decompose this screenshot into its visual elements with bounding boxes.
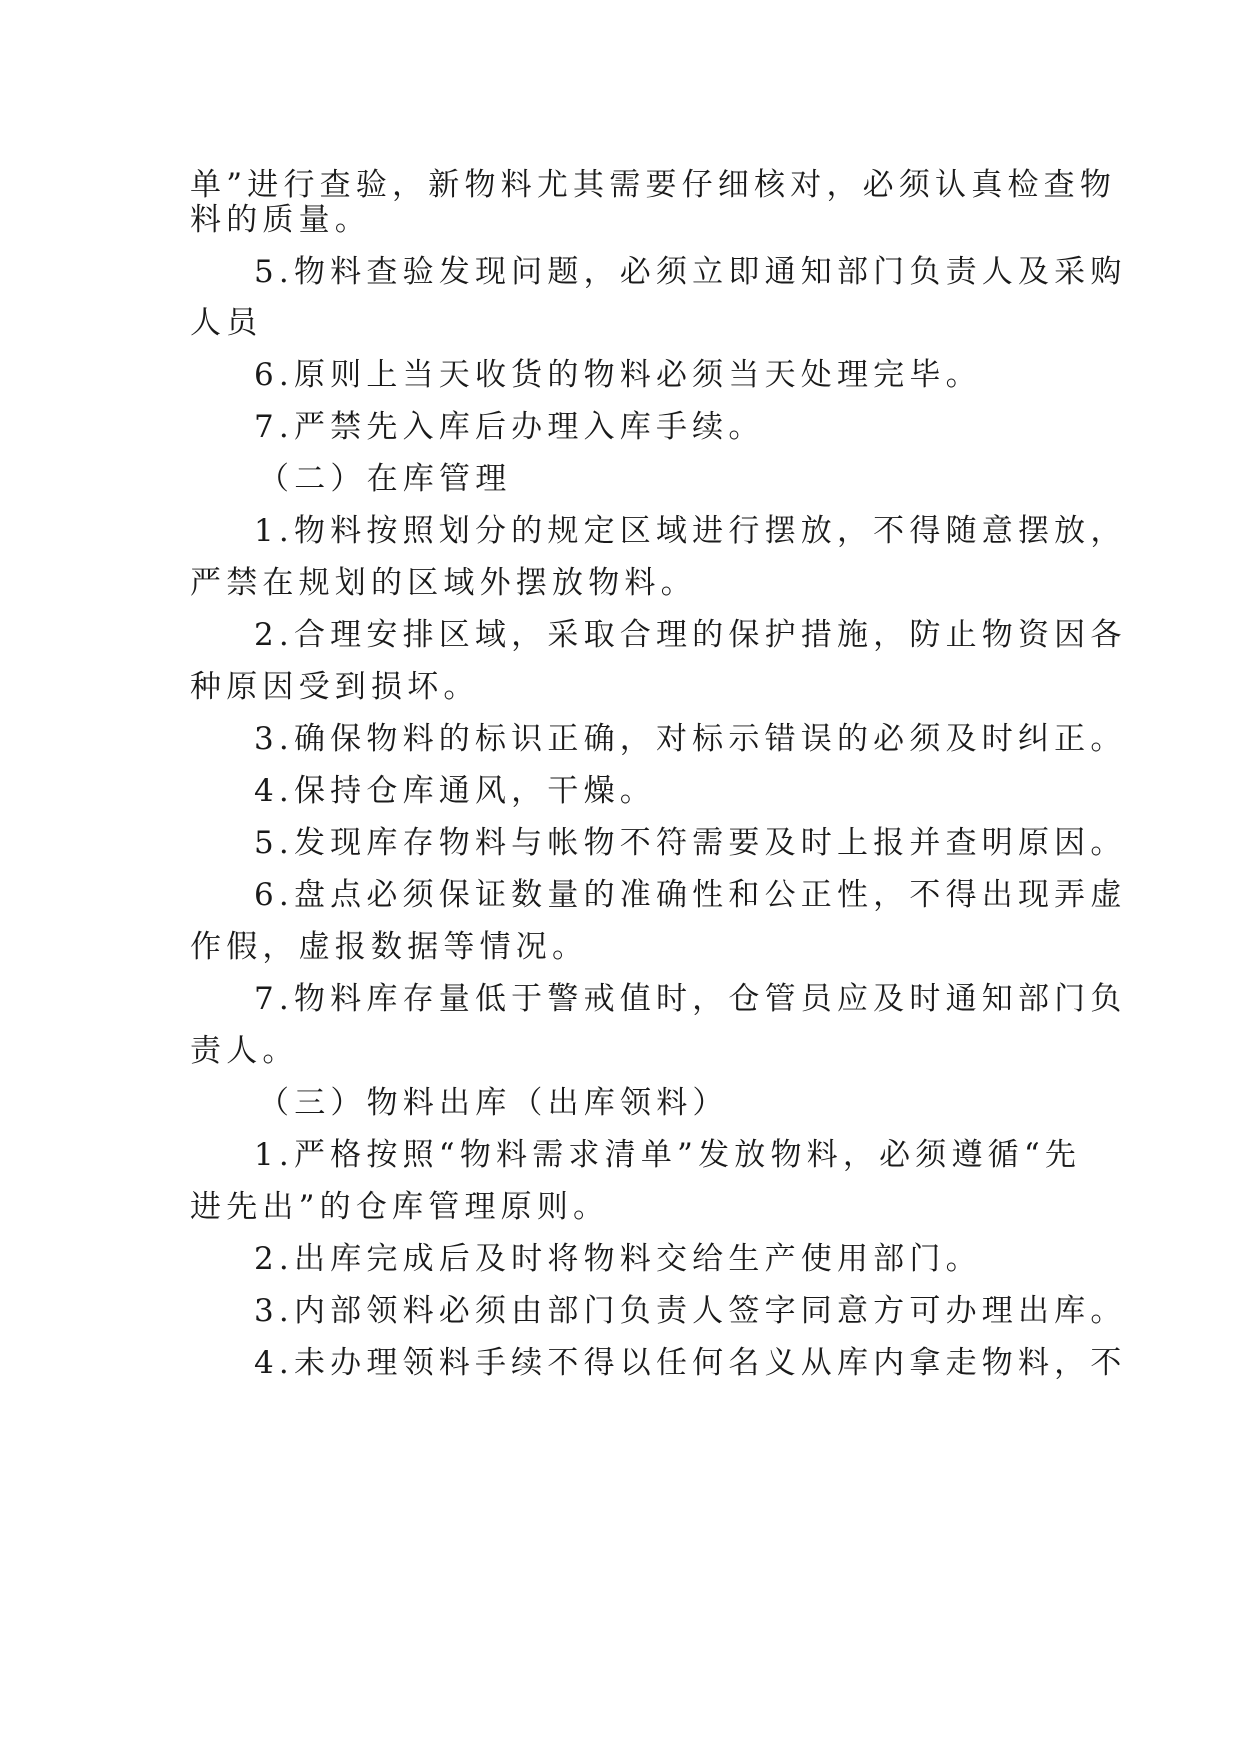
list-item-line: 3.内部领料必须由部门负责人签字同意方可办理出库。 — [254, 1293, 1127, 1329]
list-item-line: 1.物料按照划分的规定区域进行摆放，不得随意摆放， — [254, 513, 1127, 549]
paragraph-line: 种原因受到损坏。 — [190, 669, 480, 705]
section-heading: （三）物料出库（出库领料） — [258, 1085, 729, 1121]
list-item-line: 3.确保物料的标识正确，对标示错误的必须及时纠正。 — [254, 721, 1127, 757]
section-heading: （二）在库管理 — [258, 461, 512, 497]
list-item-line: 4.未办理领料手续不得以任何名义从库内拿走物料，不 — [254, 1345, 1127, 1381]
list-item-line: 4.保持仓库通风，干燥。 — [254, 773, 656, 809]
list-item-line: 1.严格按照“物料需求清单”发放物料，必须遵循“先 — [254, 1137, 1082, 1173]
paragraph-line: 作假，虚报数据等情况。 — [190, 929, 589, 965]
paragraph-line: 单”进行查验，新物料尤其需要仔细核对，必须认真检查物 — [190, 167, 1117, 203]
list-item-line: 5.物料查验发现问题，必须立即通知部门负责人及采购 — [254, 254, 1127, 290]
paragraph-line: 进先出”的仓库管理原则。 — [190, 1189, 610, 1225]
paragraph-line: 责人。 — [190, 1033, 299, 1069]
paragraph-line: 料的质量。 — [190, 202, 371, 238]
list-item-line: 7.物料库存量低于警戒值时，仓管员应及时通知部门负 — [254, 981, 1127, 1017]
list-item-line: 6.盘点必须保证数量的准确性和公正性，不得出现弄虚 — [254, 877, 1127, 913]
list-item-line: 6.原则上当天收货的物料必须当天处理完毕。 — [254, 357, 982, 393]
paragraph-line: 严禁在规划的区域外摆放物料。 — [190, 565, 697, 601]
list-item-line: 2.合理安排区域，采取合理的保护措施，防止物资因各 — [254, 617, 1127, 653]
list-item-line: 2.出库完成后及时将物料交给生产使用部门。 — [254, 1241, 982, 1277]
list-item-line: 7.严禁先入库后办理入库手续。 — [254, 409, 765, 445]
paragraph-line: 人员 — [190, 305, 263, 341]
list-item-line: 5.发现库存物料与帐物不符需要及时上报并查明原因。 — [254, 825, 1127, 861]
